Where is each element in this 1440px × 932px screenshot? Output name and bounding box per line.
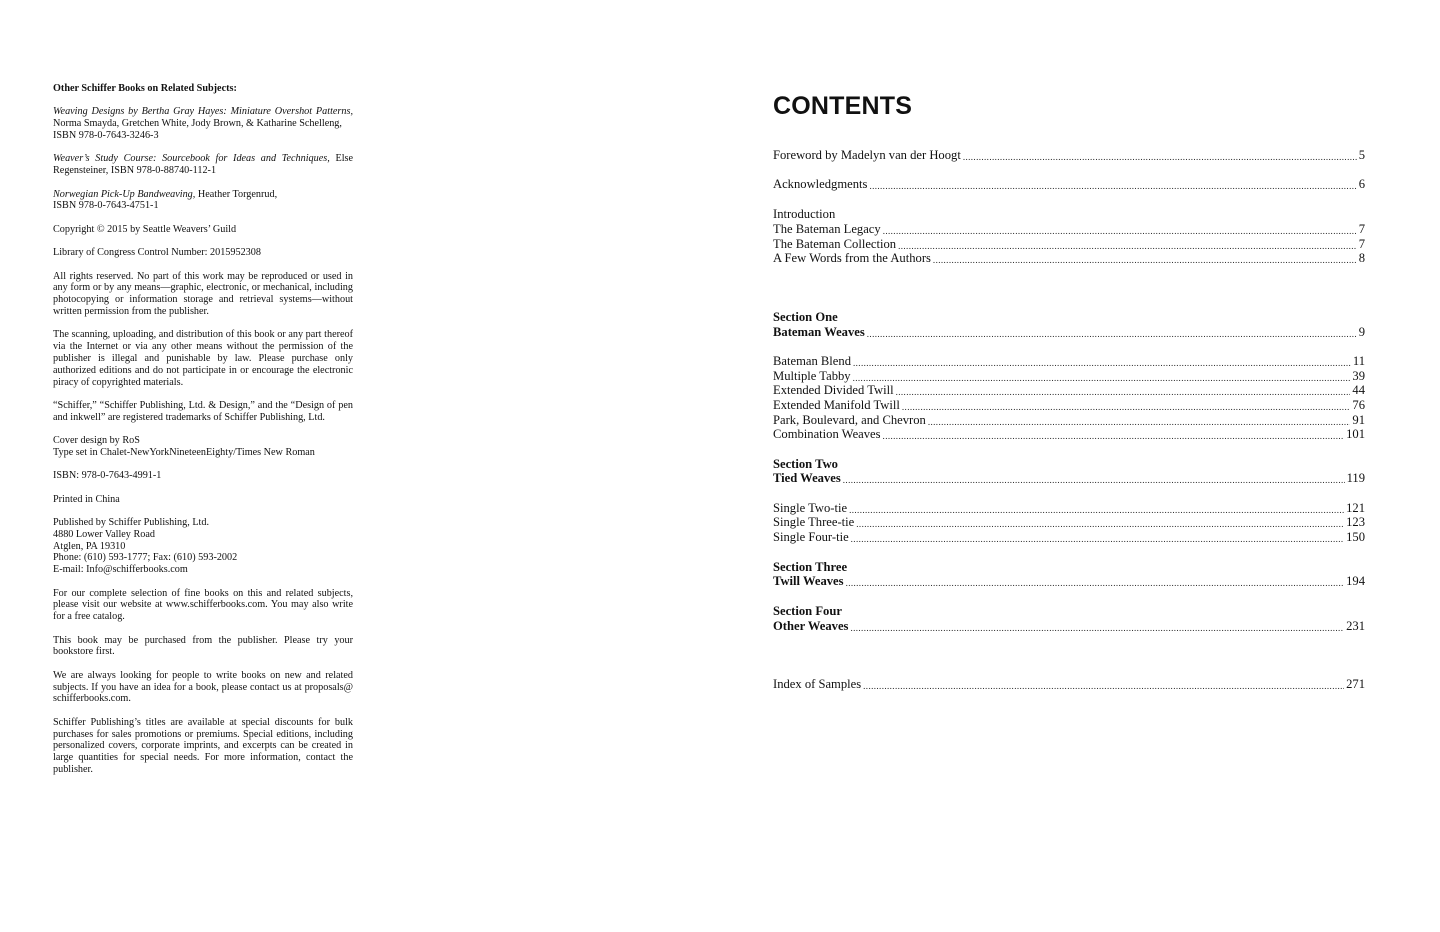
toc-title: The Bateman Collection [773, 237, 897, 251]
toc-title: Other Weaves [773, 619, 849, 633]
toc-page: 9 [1358, 325, 1365, 339]
section-two-label: Section Two [773, 457, 838, 471]
section-four-label: Section Four [773, 604, 842, 618]
toc-leader [853, 357, 1351, 369]
book-isbn: ISBN 978-0-88740-112-1 [110, 165, 217, 177]
toc-title: A Few Words from the Authors [773, 251, 931, 265]
book-isbn: ISBN 978-0-7643-4751-1 [53, 200, 159, 212]
toc-title: Foreword by Madelyn van der Hoogt [773, 148, 961, 162]
toc-entry-index [773, 677, 1365, 692]
toc-entry [773, 251, 1365, 266]
toc-leader [883, 225, 1357, 237]
toc-section-three [773, 574, 1365, 589]
toc-title: The Bateman Legacy [773, 222, 881, 236]
toc-entry [773, 398, 1365, 413]
lccn-line: Library of Congress Control Number: 2015952308 [53, 247, 261, 259]
toc-leader [863, 680, 1344, 692]
toc-page: 5 [1358, 148, 1365, 162]
toc-title: Bateman Blend [773, 354, 851, 368]
toc-leader [933, 254, 1357, 266]
toc-title: Bateman Weaves [773, 325, 865, 339]
type-set-line: Type set in Chalet-NewYorkNineteenEighty/Times New Roman [53, 446, 315, 458]
toc-section-two [773, 471, 1365, 486]
toc-page: 121 [1346, 501, 1365, 515]
toc-entry [773, 383, 1365, 398]
toc-page: 194 [1346, 574, 1365, 588]
toc-entry [773, 354, 1365, 369]
related-book-2 [53, 153, 353, 177]
discounts-paragraph: Schiffer Publishing’s titles are available at special discounts for bulk purchases for sales promotions or premiums. Special editions, including personalized covers, corporate imprints, and excerpts can be created in large quantities for special needs. For more information, contact the publisher. [53, 716, 353, 775]
toc-introduction-heading: Introduction [773, 207, 836, 221]
authors-wanted-paragraph: We are always looking for people to write books on new and related subjects. If you have an idea for a book, please contact us at proposals@ schifferbooks.com. [53, 669, 353, 705]
toc-page: 39 [1352, 369, 1365, 383]
toc-page: 231 [1346, 619, 1365, 633]
publisher-line: Published by Schiffer Publishing, Ltd. [53, 517, 210, 529]
section-one-label: Section One [773, 310, 838, 324]
book-title: Weaver’s Study Course: Sourcebook for Ideas and Techniques, [53, 153, 330, 165]
toc-page: 11 [1352, 354, 1365, 368]
toc-leader [867, 328, 1357, 340]
toc-page: 101 [1346, 427, 1365, 441]
toc-leader [963, 151, 1357, 163]
toc-page: 123 [1346, 515, 1365, 529]
toc-entry [773, 413, 1365, 428]
toc-entry [773, 369, 1365, 384]
toc-section-four [773, 619, 1365, 634]
toc-page: 44 [1352, 383, 1365, 397]
related-book-3 [53, 189, 353, 213]
address-line: 4880 Lower Valley Road [53, 528, 155, 540]
toc-page: 76 [1352, 398, 1365, 412]
related-book-1 [53, 106, 353, 141]
toc-title: Single Four-tie [773, 530, 849, 544]
book-authors: Heather Torgenrud, [197, 188, 278, 200]
toc-title: Extended Manifold Twill [773, 398, 900, 412]
related-books-heading: Other Schiffer Books on Related Subjects: [53, 83, 237, 94]
toc-page: 119 [1346, 471, 1365, 485]
toc-title: Multiple Tabby [773, 369, 851, 383]
rights-paragraph: All rights reserved. No part of this work may be reproduced or used in any form or by any means—graphic, electronic, or mechanical, including photocopying or information storage and retrieval systems—without written permission from the publisher. [53, 270, 353, 317]
cover-design-line: Cover design by RoS [53, 435, 140, 447]
catalog-paragraph: For our complete selection of fine books on this and related subjects, please visit our website at www.schifferbooks.com. You may also write for a free catalog. [53, 587, 353, 623]
toc-title: Single Two-tie [773, 501, 848, 515]
book-title: Norwegian Pick-Up Bandweaving, [53, 188, 196, 200]
isbn-line: ISBN: 978-0-7643-4991-1 [53, 470, 162, 482]
toc-page: 6 [1358, 177, 1365, 191]
page-title: CONTENTS [773, 92, 913, 120]
toc-section-one [773, 325, 1365, 340]
book-authors: Else Regensteiner, [53, 153, 354, 177]
toc-entry-foreword [773, 148, 1365, 163]
toc-title: Extended Divided Twill [773, 383, 894, 397]
toc-page: 91 [1352, 413, 1365, 427]
copyright-line: Copyright © 2015 by Seattle Weavers’ Guild [53, 223, 237, 235]
copyright-page [53, 83, 353, 787]
email-line: E-mail: Info@schifferbooks.com [53, 564, 188, 576]
book-authors: Norma Smayda, Gretchen White, Jody Brown, & Katharine Schelleng, [53, 118, 342, 130]
publisher-address [53, 517, 353, 576]
toc-entry [773, 530, 1365, 545]
toc-leader [846, 577, 1345, 589]
toc-entry [773, 237, 1365, 252]
toc-page: 8 [1358, 251, 1365, 265]
toc-title: Single Three-tie [773, 515, 855, 529]
purchase-paragraph: This book may be purchased from the publisher. Please try your bookstore first. [53, 634, 353, 658]
toc-leader [856, 518, 1344, 530]
toc-leader [883, 430, 1345, 442]
toc-title: Index of Samples [773, 677, 862, 691]
toc-entry [773, 222, 1365, 237]
toc-title: Combination Weaves [773, 427, 881, 441]
printed-line: Printed in China [53, 493, 120, 505]
toc-entry-acknowledgments [773, 177, 1365, 192]
design-credits [53, 435, 353, 459]
toc-entry [773, 427, 1365, 442]
toc-title: Acknowledgments [773, 177, 868, 191]
toc-entry [773, 515, 1365, 530]
trademarks-paragraph: “Schiffer,” “Schiffer Publishing, Ltd. & Design,” and the “Design of pen and inkwell” are registered trademarks of Schiffer Publishing, Ltd. [53, 399, 353, 423]
book-isbn: ISBN 978-0-7643-3246-3 [53, 129, 159, 141]
scanning-paragraph: The scanning, uploading, and distribution of this book or any part thereof via the Internet or via any other means without the permission of the publisher is illegal and punishable by law. Please purchase only authorized editions and do not participate in or encourage the electronic piracy of copyrighted materials. [53, 329, 353, 388]
toc-leader [843, 474, 1345, 486]
toc-leader [869, 180, 1356, 192]
toc-page: 7 [1358, 222, 1365, 236]
phone-line: Phone: (610) 593-1777; Fax: (610) 593-2002 [53, 552, 238, 564]
toc-entry [773, 501, 1365, 516]
toc-title: Twill Weaves [773, 574, 844, 588]
toc-page: 7 [1358, 237, 1365, 251]
toc-leader [902, 401, 1351, 413]
book-title: Weaving Designs by Bertha Gray Hayes: Miniature Overshot Patterns, [53, 106, 353, 118]
toc-title: Park, Boulevard, and Chevron [773, 413, 926, 427]
toc-title: Tied Weaves [773, 471, 841, 485]
toc-leader [851, 533, 1344, 545]
toc-leader [850, 622, 1344, 634]
toc-page: 150 [1346, 530, 1365, 544]
city-line: Atglen, PA 19310 [53, 540, 126, 552]
section-three-label: Section Three [773, 560, 848, 574]
toc-leader [896, 386, 1351, 398]
toc-page: 271 [1346, 677, 1365, 691]
